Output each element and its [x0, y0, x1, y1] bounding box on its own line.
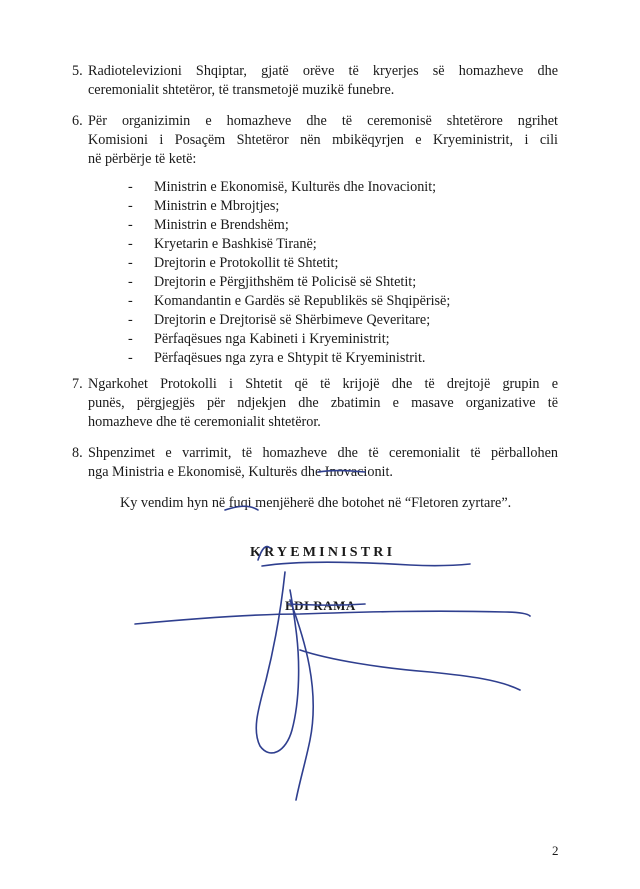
list-dash: - — [128, 331, 133, 347]
signatory-name: EDI RAMA — [285, 598, 356, 613]
paragraph-line: punës, përgjegjës për ndjekjen dhe zbatimin e masave organizative të — [88, 395, 558, 411]
list-dash: - — [128, 198, 133, 214]
paragraph-line: Ngarkohet Protokolli i Shtetit që të krijojë dhe të drejtojë grupin e — [88, 376, 558, 392]
list-item-text: Drejtorin e Protokollit të Shtetit; — [154, 255, 339, 271]
list-item-text: Ministrin e Ekonomisë, Kulturës dhe Inovacionit; — [154, 179, 437, 195]
list-item — [128, 216, 450, 235]
list-dash: - — [128, 350, 133, 366]
paragraph-line: Radiotelevizioni Shqiptar, gjatë orëve të kryerjes së homazheve dhe — [88, 63, 558, 79]
paragraph-5 — [72, 62, 558, 100]
paragraph-line: Për organizimin e homazheve dhe të ceremonisë shtetërore ngrihet — [88, 113, 558, 129]
list-item — [128, 254, 450, 273]
list-item-text: Kryetarin e Bashkisë Tiranë; — [154, 236, 317, 252]
paragraph-line: homazheve dhe të ceremonialit shtetëror. — [88, 414, 321, 430]
list-item-text: Ministrin e Brendshëm; — [154, 217, 289, 233]
paragraph-number: 8. — [72, 445, 83, 461]
list-item — [128, 273, 450, 292]
paragraph-number: 6. — [72, 113, 83, 129]
list-dash: - — [128, 274, 133, 290]
list-item — [128, 292, 450, 311]
list-dash: - — [128, 293, 133, 309]
list-item-text: Përfaqësues nga zyra e Shtypit të Kryeministrit. — [154, 350, 426, 366]
list-item — [128, 178, 450, 197]
paragraph-line: ceremonialit shtetëror, të transmetojë muzikë funebre. — [88, 82, 395, 98]
list-item-text: Komandantin e Gardës së Republikës së Shqipërisë; — [154, 293, 451, 309]
commission-members-list — [128, 178, 450, 368]
list-dash: - — [128, 236, 133, 252]
list-item — [128, 330, 450, 349]
paragraph-line: Shpenzimet e varrimit, të homazheve dhe të ceremonialit të përballohen — [88, 445, 558, 461]
paragraph-8 — [72, 444, 558, 482]
list-item — [128, 197, 450, 216]
paragraph-line: nga Ministria e Ekonomisë, Kulturës dhe Inovacionit. — [88, 464, 393, 480]
list-dash: - — [128, 217, 133, 233]
list-item-text: Ministrin e Mbrojtjes; — [154, 198, 280, 214]
list-item — [128, 349, 450, 368]
list-item-text: Përfaqësues nga Kabineti i Kryeministrit; — [154, 331, 390, 347]
paragraph-number: 5. — [72, 63, 83, 79]
paragraph-6 — [72, 112, 558, 169]
list-dash: - — [128, 312, 133, 328]
closing-statement: Ky vendim hyn në fuqi menjëherë dhe botohet në “Fletoren zyrtare”. — [120, 495, 512, 511]
list-dash: - — [128, 179, 133, 195]
list-item — [128, 235, 450, 254]
list-item-text: Drejtorin e Drejtorisë së Shërbimeve Qeveritare; — [154, 312, 431, 328]
page-number: 2 — [552, 843, 559, 858]
list-item-text: Drejtorin e Përgjithshëm të Policisë së Shtetit; — [154, 274, 417, 290]
paragraph-line: Komisioni i Posaçëm Shtetëror nën mbikëqyrjen e Kryeministrit, i cili — [88, 132, 558, 148]
list-item — [128, 311, 450, 330]
list-dash: - — [128, 255, 133, 271]
signatory-title: KRYEMINISTRI — [250, 545, 396, 560]
paragraph-line: në përbërje të ketë: — [88, 151, 197, 167]
paragraph-7 — [72, 375, 558, 432]
paragraph-number: 7. — [72, 376, 83, 392]
